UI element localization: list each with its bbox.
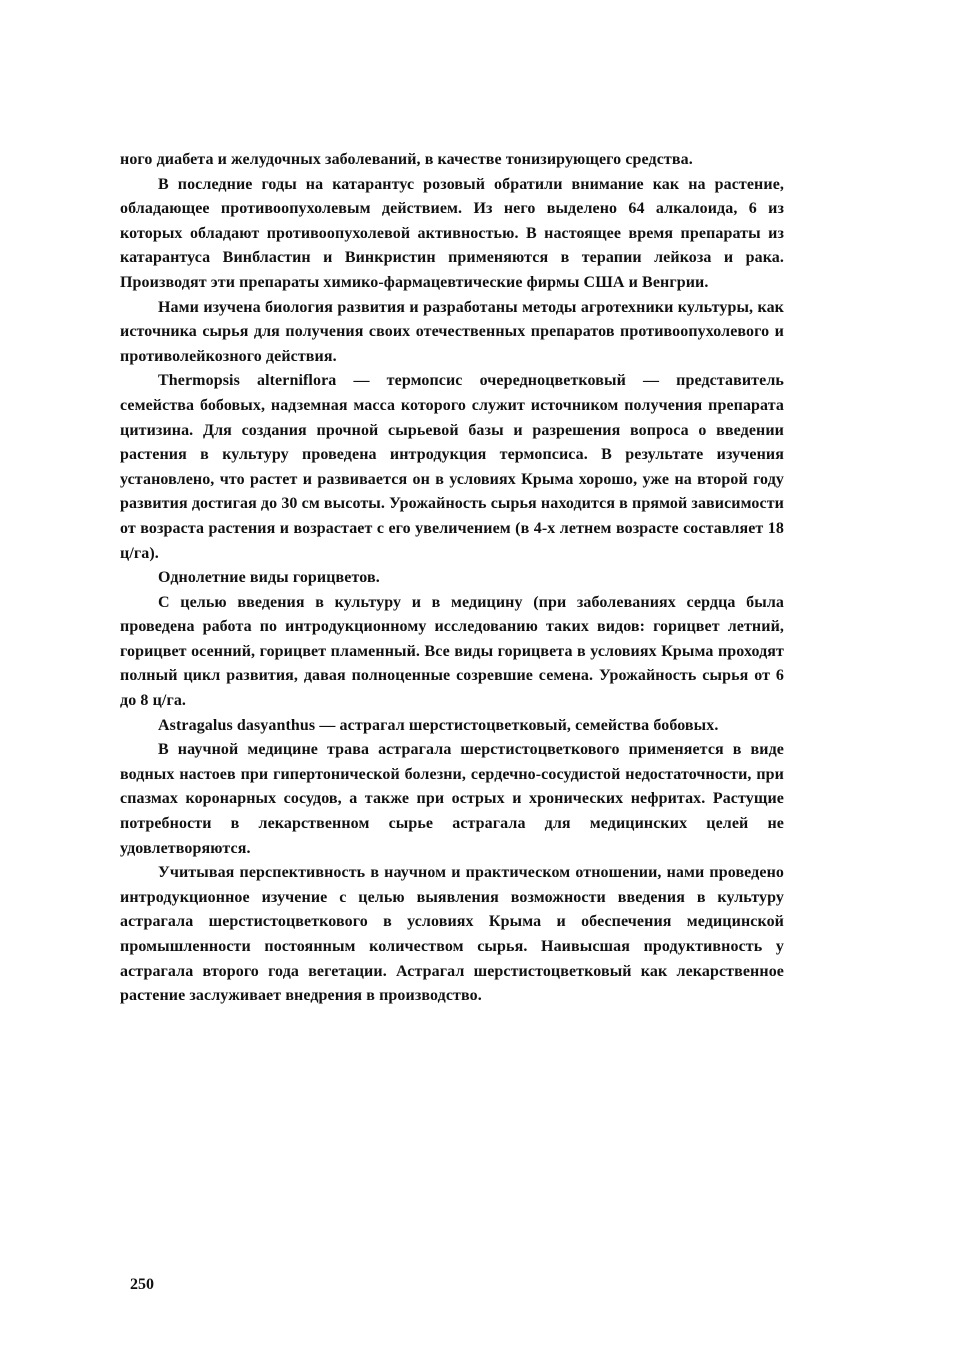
paragraph-adonis-heading: Однолетние виды горицветов.: [158, 569, 380, 587]
page-number: 250: [130, 1276, 154, 1293]
paragraph-agrotechnics: Нами изучена биология развития и разработаны методы агротехники культуры, как источника сырья для получения своих отечественных препаратов противоопухолевого и противолейкозного действия.: [120, 298, 784, 365]
paragraph-continuation: ного диабета и желудочных заболеваний, в качестве тонизирующего средства.: [120, 151, 693, 168]
paragraph-astragalus-introduction: Учитывая перспективность в научном и практическом отношении, нами проведено интродукционное изучение с целью выявления возможности введения в культуру астрагала шерстистоцветкового в условиях Крыма и обеспечения медицинской промышленности постоянным количеством сырья. Наивысшая продуктивность у астрагала второго года вегетации. Астрагал шерстистоцветковый как лекарственное растение заслуживает внедрения в производство.: [120, 864, 784, 1005]
paragraph-catharanthus: В последние годы на катарантус розовый обратили внимание как на растение, обладающее противоопухолевым действием. Из него выделено 64 алкалоида, 6 из которых обладают противоопухолевой активностью. В настоящее время препараты из катарантуса Винбластин и Винкристин применяются в терапии лейкоза и рака. Производят эти препараты химико-фармацевтические фирмы США и Венгрии.: [120, 175, 784, 291]
body-text: [120, 148, 784, 1009]
paragraph-astragalus-medicine: В научной медицине трава астрагала шерстистоцветкового применяется в виде водных настоев при гипертонической болезни, сердечно-сосудистой недостаточности, при спазмах коронарных сосудов, а также при острых и хронических нефритах. Растущие потребности в лекарственном сырье астрагала для медицинских целей не удовлетворяются.: [120, 741, 784, 857]
paragraph-adonis: С целью введения в культуру и в медицину (при заболеваниях сердца была проведена работа по интродукционному исследованию таких видов: горицвет летний, горицвет осенний, горицвет пламенный. Все виды горицвета в условиях Крыма проходят полный цикл развития, давая полноценные созревшие семена. Урожайность сырья от 6 до 8 ц/га.: [120, 593, 784, 710]
paragraph-thermopsis: Thermopsis alterniflora — термопсис очередноцветковый — представитель семейства бобовых, надземная масса которого служит источником получения препарата цитизина. Для создания прочной сырьевой базы и разрешения вопроса о введении растения в культуру проведена интродукция термопсиса. В результате изучения установлено, что растет и развивается он в условиях Крыма хорошо, уже на второй году развития достигая до 30 см высоты. Урожайность сырья находится в прямой зависимости от возраста растения и возрастает с его увеличением (в 4-х летнем возрасте составляет 18 ц/га).: [120, 372, 784, 562]
paragraph-astragalus-heading: Astragalus dasyanthus — астрагал шерстистоцветковый, семейства бобовых.: [158, 716, 719, 734]
